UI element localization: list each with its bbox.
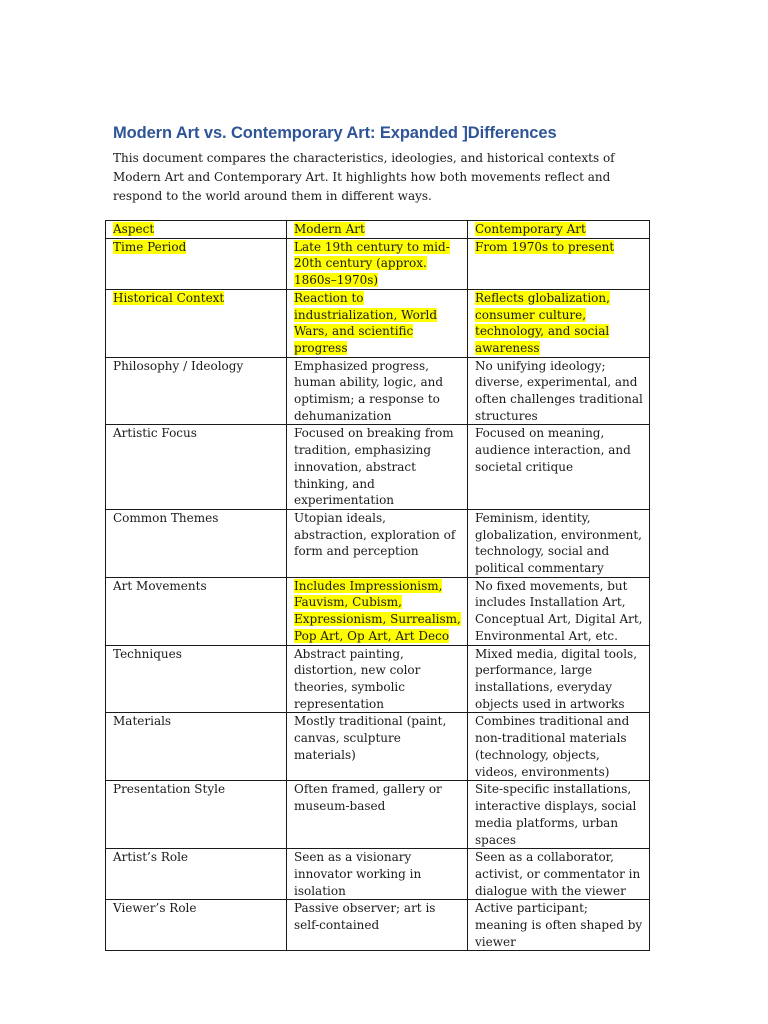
table-cell bbox=[468, 577, 650, 645]
cell-text: Late 19th century to mid-20th century (approx. 1860s–1970s) bbox=[294, 239, 450, 288]
cell-text: Techniques bbox=[113, 646, 182, 661]
table-row bbox=[106, 900, 650, 951]
cell-text: Feminism, identity, globalization, environment, technology, social and political commentary bbox=[475, 510, 642, 576]
cell-text: From 1970s to present bbox=[475, 239, 615, 254]
cell-text: Reaction to industrialization, World Wars, and scientific progress bbox=[294, 290, 438, 355]
cell-text: Focused on meaning, audience interaction, and societal critique bbox=[475, 426, 631, 474]
table-cell bbox=[287, 509, 468, 577]
cell-text: Common Themes bbox=[113, 510, 219, 525]
table-cell bbox=[287, 357, 468, 425]
cell-text: Reflects globalization, consumer culture, technology, and social awareness bbox=[475, 290, 610, 355]
table-row bbox=[106, 781, 650, 849]
cell-text: Artistic Focus bbox=[113, 426, 197, 441]
table-row bbox=[106, 509, 650, 577]
table-cell bbox=[468, 900, 650, 951]
cell-text: Includes Impressionism, Fauvism, Cubism, Expressionism, Surrealism, Pop Art, Op Art, Art Deco bbox=[294, 578, 461, 643]
cell-text: Presentation Style bbox=[113, 782, 226, 797]
cell-text: Art Movements bbox=[113, 578, 207, 593]
table-cell bbox=[287, 781, 468, 849]
table-row bbox=[106, 849, 650, 900]
table-cell bbox=[287, 425, 468, 510]
cell-text: Focused on breaking from tradition, emphasizing innovation, abstract thinking, and experimentation bbox=[294, 426, 454, 508]
cell-text: Artist’s Role bbox=[113, 850, 189, 865]
document-title: Modern Art vs. Contemporary Art: Expanded ]Differences bbox=[113, 124, 557, 142]
table-row bbox=[106, 425, 650, 510]
table-cell bbox=[106, 645, 287, 713]
cell-text: Materials bbox=[113, 714, 172, 729]
table-cell bbox=[287, 577, 468, 645]
table-row bbox=[106, 645, 650, 713]
table-cell bbox=[287, 645, 468, 713]
table-row-header bbox=[106, 221, 650, 239]
table-cell bbox=[106, 509, 287, 577]
cell-text: Abstract painting, distortion, new color theories, symbolic representation bbox=[294, 646, 421, 711]
cell-text: No unifying ideology; diverse, experimental, and often challenges traditional structures bbox=[475, 358, 643, 423]
cell-text: Utopian ideals, abstraction, exploration of form and perception bbox=[294, 510, 456, 559]
table-cell bbox=[468, 357, 650, 425]
table-cell bbox=[468, 221, 650, 239]
comparison-table bbox=[105, 220, 650, 951]
table-cell bbox=[287, 713, 468, 781]
cell-text: Often framed, gallery or museum-based bbox=[294, 782, 442, 814]
table-row bbox=[106, 289, 650, 357]
table-cell bbox=[106, 425, 287, 510]
cell-text: Aspect bbox=[113, 222, 155, 236]
table-cell bbox=[468, 849, 650, 900]
cell-text: Passive observer; art is self-contained bbox=[294, 901, 436, 933]
cell-text: Historical Context bbox=[113, 290, 225, 305]
table-cell bbox=[468, 238, 650, 289]
cell-text: Seen as a visionary innovator working in isolation bbox=[294, 850, 422, 898]
cell-text: Active participant; meaning is often shaped by viewer bbox=[475, 901, 643, 949]
table-cell bbox=[468, 781, 650, 849]
cell-text: Time Period bbox=[113, 239, 187, 254]
cell-text: Modern Art bbox=[294, 222, 365, 236]
table-cell bbox=[106, 577, 287, 645]
intro-paragraph: This document compares the characteristics, ideologies, and historical contexts of Modern Art and Contemporary Art. It highlights how both movements reflect and respond to the world around them in different ways. bbox=[113, 151, 615, 203]
cell-text: Mixed media, digital tools, performance, large installations, everyday objects used in artworks bbox=[475, 646, 638, 711]
table-cell bbox=[106, 289, 287, 357]
table-cell bbox=[106, 713, 287, 781]
table-cell bbox=[287, 289, 468, 357]
table-cell bbox=[468, 645, 650, 713]
cell-text: Site-specific installations, interactive displays, social media platforms, urban spaces bbox=[475, 782, 637, 847]
table-row bbox=[106, 713, 650, 781]
cell-text: Philosophy / Ideology bbox=[113, 358, 244, 373]
table-cell bbox=[106, 781, 287, 849]
cell-text: Mostly traditional (paint, canvas, sculpture materials) bbox=[294, 714, 447, 762]
table-row bbox=[106, 577, 650, 645]
table-cell bbox=[106, 357, 287, 425]
cell-text: Combines traditional and non-traditional materials (technology, objects, videos, environments) bbox=[475, 714, 630, 779]
table-cell bbox=[468, 713, 650, 781]
table-cell bbox=[287, 849, 468, 900]
table-row bbox=[106, 357, 650, 425]
table-cell bbox=[106, 221, 287, 239]
cell-text: Emphasized progress, human ability, logic, and optimism; a response to dehumanization bbox=[294, 358, 444, 423]
cell-text: No fixed movements, but includes Installation Art, Conceptual Art, Digital Art, Environmental Art, etc. bbox=[475, 578, 643, 643]
comparison-table-container bbox=[105, 220, 650, 951]
table-cell bbox=[287, 238, 468, 289]
table-row bbox=[106, 238, 650, 289]
table-cell bbox=[106, 849, 287, 900]
cell-text: Seen as a collaborator, activist, or commentator in dialogue with the viewer bbox=[475, 850, 641, 898]
cell-text: Viewer’s Role bbox=[113, 901, 197, 916]
table-cell bbox=[287, 900, 468, 951]
table-cell bbox=[287, 221, 468, 239]
table-cell bbox=[468, 289, 650, 357]
table-cell bbox=[468, 509, 650, 577]
table-cell bbox=[468, 425, 650, 510]
table-cell bbox=[106, 900, 287, 951]
cell-text: Contemporary Art bbox=[475, 222, 586, 236]
table-cell bbox=[106, 238, 287, 289]
